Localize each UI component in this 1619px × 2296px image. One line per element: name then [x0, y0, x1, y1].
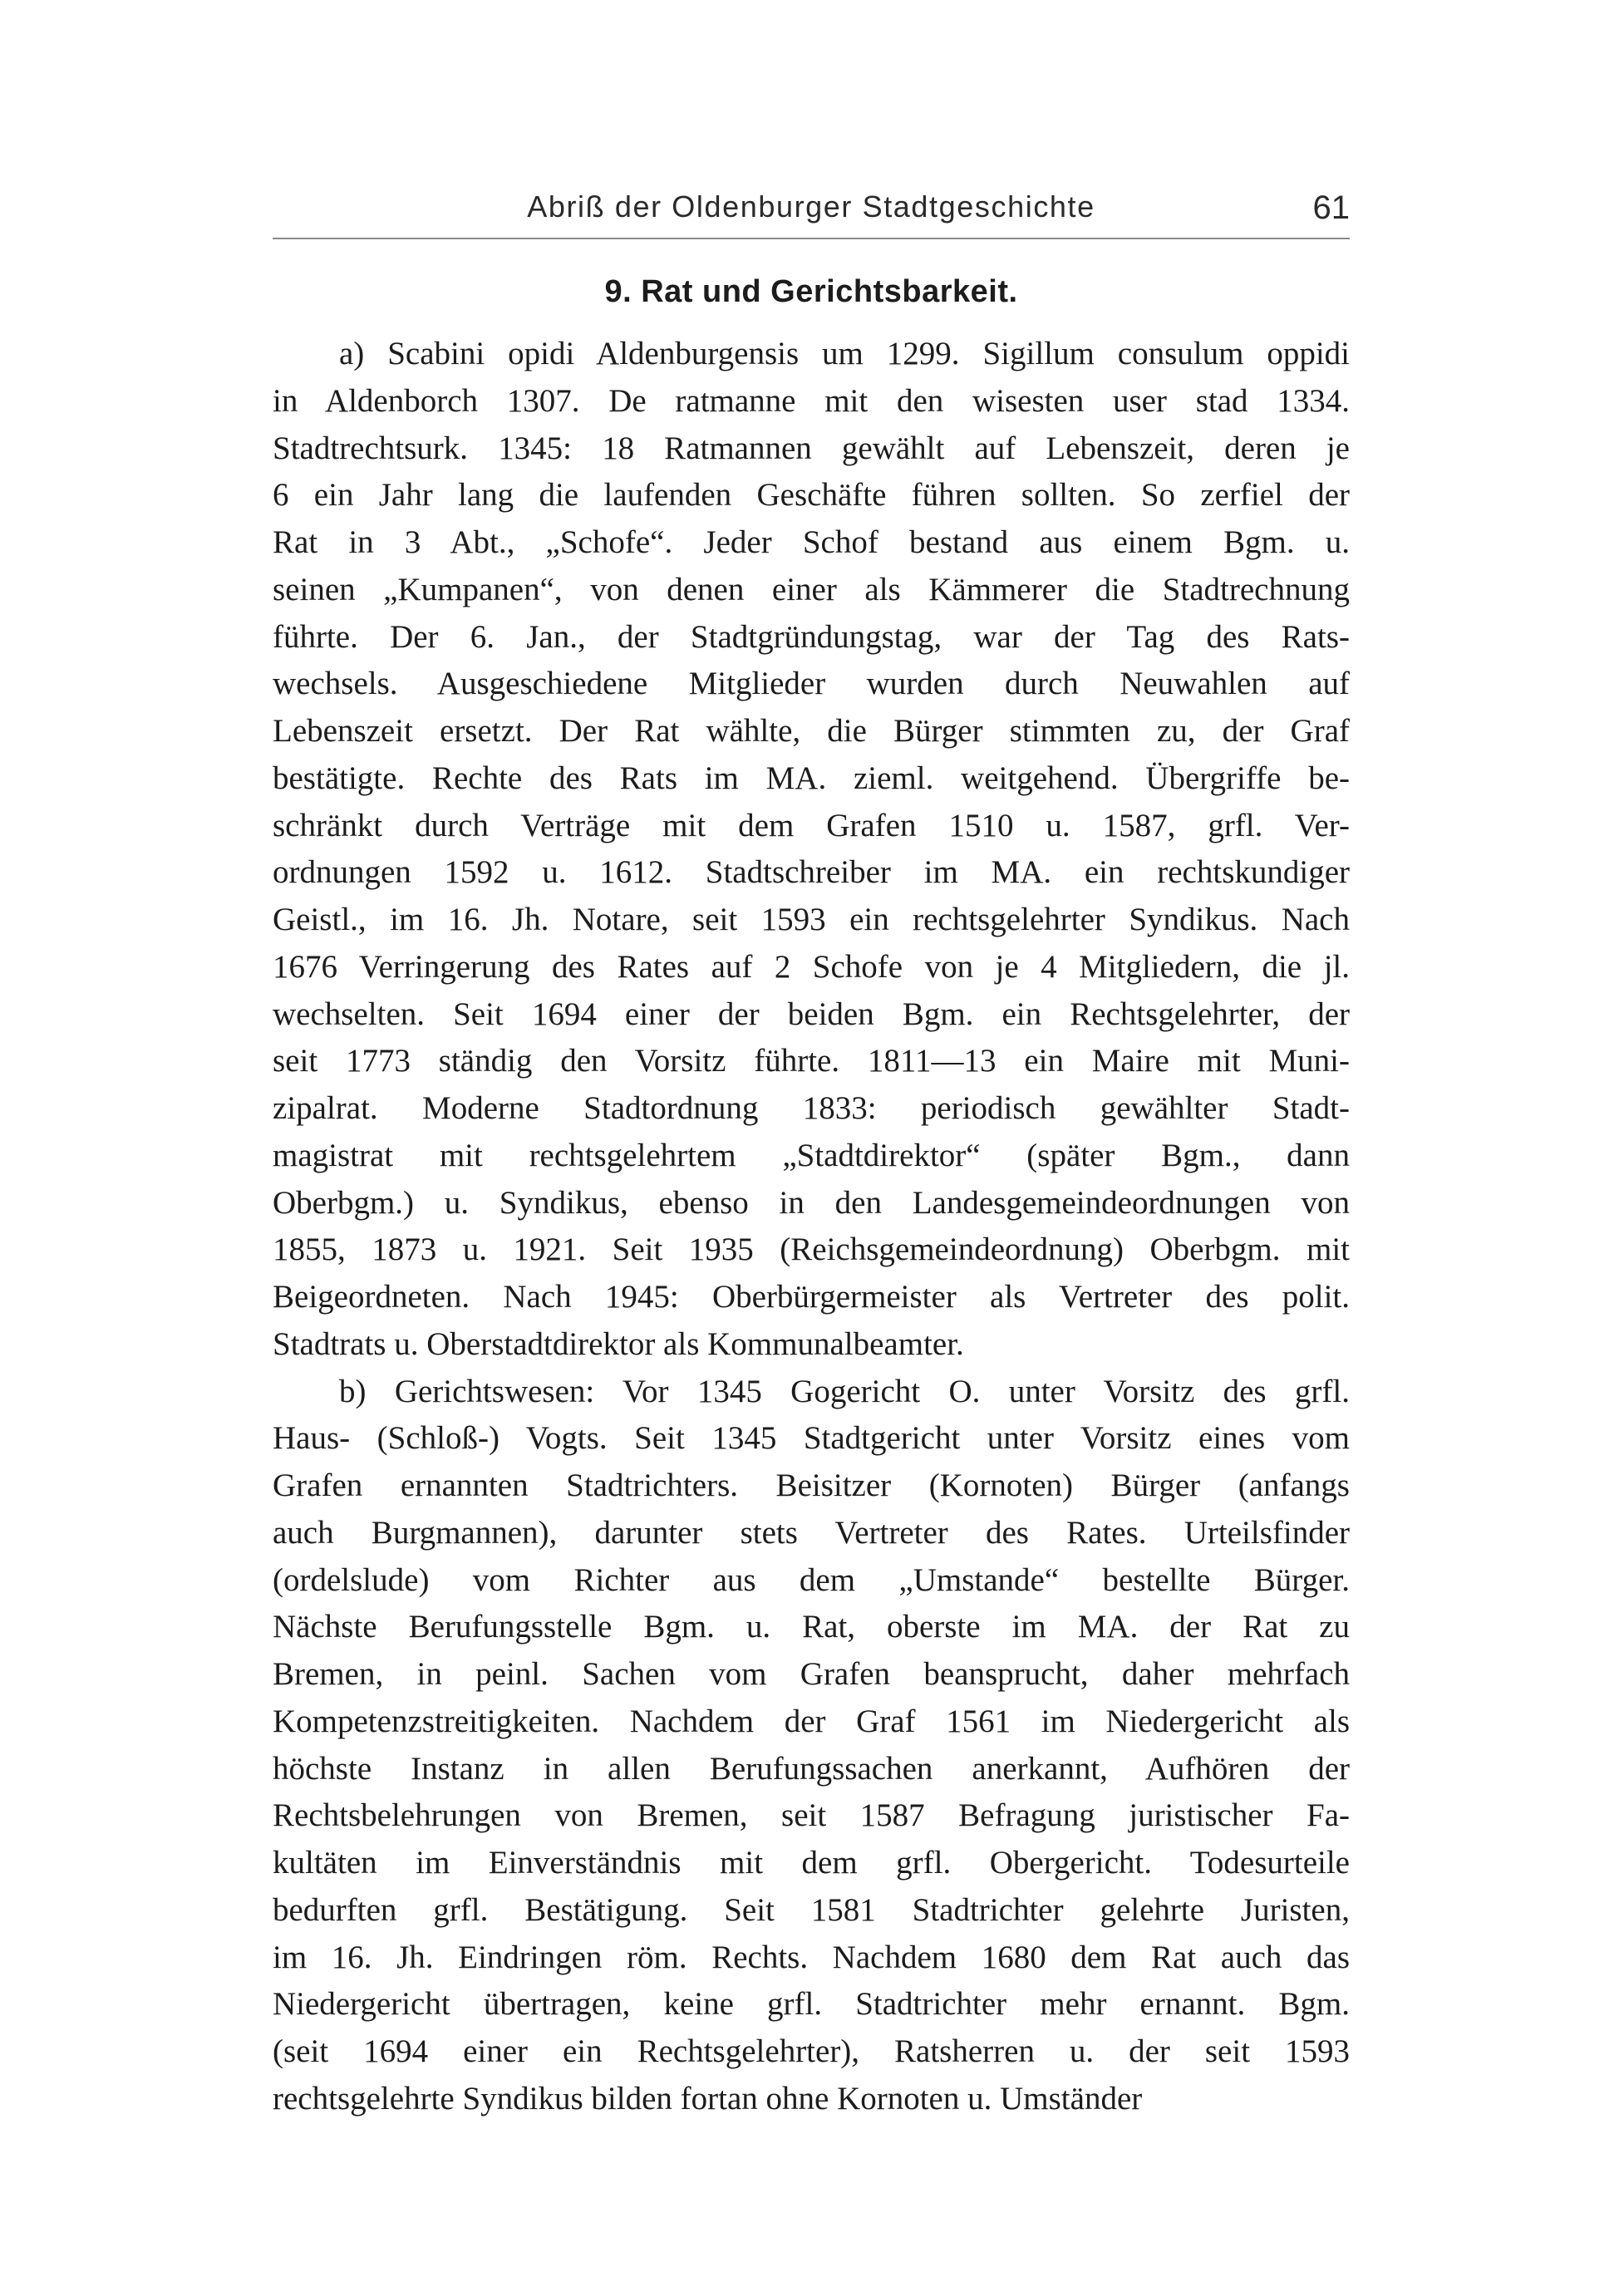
text-line: 1855, 1873 u. 1921. Seit 1935 (Reichsgemeindeordnung) Oberbgm. mit	[273, 1232, 1350, 1268]
paragraph-a	[273, 331, 1350, 1369]
text-line: Grafen ernannten Stadtrichters. Beisitzer (Kornoten) Bürger (anfangs	[273, 1468, 1350, 1503]
text-line: bedurften grfl. Bestätigung. Seit 1581 Stadtrichter gelehrte Juristen,	[273, 1891, 1350, 1928]
text-line: wechsels. Ausgeschiedene Mitglieder wurden durch Neuwahlen auf	[273, 666, 1350, 702]
text-line: Rat in 3 Abt., „Schofe“. Jeder Schof bestand aus einem Bgm. u.	[273, 524, 1350, 560]
text-line: 1676 Verringerung des Rates auf 2 Schofe von je 4 Mitgliedern, die jl.	[273, 948, 1350, 985]
running-title: Abriß der Oldenburger Stadtgeschichte	[527, 189, 1095, 224]
text-line: 6 ein Jahr lang die laufenden Geschäfte führen sollten. So zerfiel der	[273, 477, 1350, 514]
text-line: b) Gerichtswesen: Vor 1345 Gogericht O. unter Vorsitz des grfl.	[339, 1373, 1350, 1409]
text-line: a) Scabini opidi Aldenburgensis um 1299. Sigillum consulum oppidi	[339, 336, 1350, 371]
text-line: Lebenszeit ersetzt. Der Rat wählte, die Bürger stimmten zu, der Graf	[273, 713, 1350, 749]
text-line: Haus- (Schloß-) Vogts. Seit 1345 Stadtgericht unter Vorsitz eines vom	[273, 1420, 1350, 1457]
paragraph-b	[273, 1369, 1350, 2123]
body-text	[273, 331, 1350, 2123]
text-line: zipalrat. Moderne Stadtordnung 1833: periodisch gewählter Stadt-	[273, 1090, 1350, 1126]
text-line: im 16. Jh. Eindringen röm. Rechts. Nachdem 1680 dem Rat auch das	[273, 1939, 1350, 1975]
text-line: höchste Instanz in allen Berufungssachen anerkannt, Aufhören der	[273, 1750, 1350, 1787]
text-line: bestätigte. Rechte des Rats im MA. zieml. weitgehend. Übergriffe be-	[273, 760, 1350, 796]
text-line: (seit 1694 einer ein Rechtsgelehrter), Ratsherren u. der seit 1593	[273, 2033, 1350, 2069]
text-line: Kompetenzstreitigkeiten. Nachdem der Graf 1561 im Niedergericht als	[273, 1703, 1350, 1739]
text-line: (ordelslude) vom Richter aus dem „Umstande“ bestellte Bürger.	[273, 1561, 1350, 1598]
text-line: seit 1773 ständig den Vorsitz führte. 1811—13 ein Maire mit Muni-	[273, 1043, 1350, 1079]
text-line: Geistl., im 16. Jh. Notare, seit 1593 ein rechtsgelehrter Syndikus. Nach	[273, 902, 1350, 937]
text-line: wechselten. Seit 1694 einer der beiden Bgm. ein Rechtsgelehrter, der	[273, 996, 1350, 1032]
text-line: magistrat mit rechtsgelehrtem „Stadtdirektor“ (später Bgm., dann	[273, 1137, 1350, 1173]
text-line: kultäten im Einverständnis mit dem grfl. Obergericht. Todesurteile	[273, 1845, 1350, 1881]
text-line: Oberbgm.) u. Syndikus, ebenso in den Landesgemeindeordnungen von	[273, 1184, 1350, 1221]
running-header	[273, 184, 1350, 234]
text-line: schränkt durch Verträge mit dem Grafen 1510 u. 1587, grfl. Ver-	[273, 807, 1350, 843]
text-line: Nächste Berufungsstelle Bgm. u. Rat, oberste im MA. der Rat zu	[273, 1609, 1350, 1645]
section-heading: 9. Rat und Gerichtsbarkeit.	[604, 274, 1018, 309]
text-line: rechtsgelehrte Syndikus bilden fortan ohne Kornoten u. Umständer	[273, 2080, 1143, 2117]
text-line: Bremen, in peinl. Sachen vom Grafen beansprucht, daher mehrfach	[273, 1656, 1350, 1692]
text-line: auch Burgmannen), darunter stets Vertreter des Rates. Urteilsfinder	[273, 1514, 1350, 1551]
text-line: führte. Der 6. Jan., der Stadtgründungstag, war der Tag des Rats-	[273, 618, 1350, 655]
header-rule	[273, 238, 1350, 239]
text-line: Stadtrats u. Oberstadtdirektor als Kommunalbeamter.	[273, 1325, 964, 1362]
page-number: 61	[1312, 189, 1350, 226]
text-line: Beigeordneten. Nach 1945: Oberbürgermeister als Vertreter des polit.	[273, 1279, 1350, 1315]
text-line: seinen „Kumpanen“, von denen einer als Kämmerer die Stadtrechnung	[273, 571, 1350, 607]
text-line: in Aldenborch 1307. De ratmanne mit den wisesten user stad 1334.	[273, 382, 1350, 419]
text-line: Rechtsbelehrungen von Bremen, seit 1587 Befragung juristischer Fa-	[273, 1797, 1350, 1834]
text-line: Niedergericht übertragen, keine grfl. Stadtrichter mehr ernannt. Bgm.	[273, 1986, 1350, 2023]
text-line: Stadtrechtsurk. 1345: 18 Ratmannen gewählt auf Lebenszeit, deren je	[273, 430, 1350, 466]
text-line: ordnungen 1592 u. 1612. Stadtschreiber im MA. ein rechtskundiger	[273, 854, 1350, 891]
